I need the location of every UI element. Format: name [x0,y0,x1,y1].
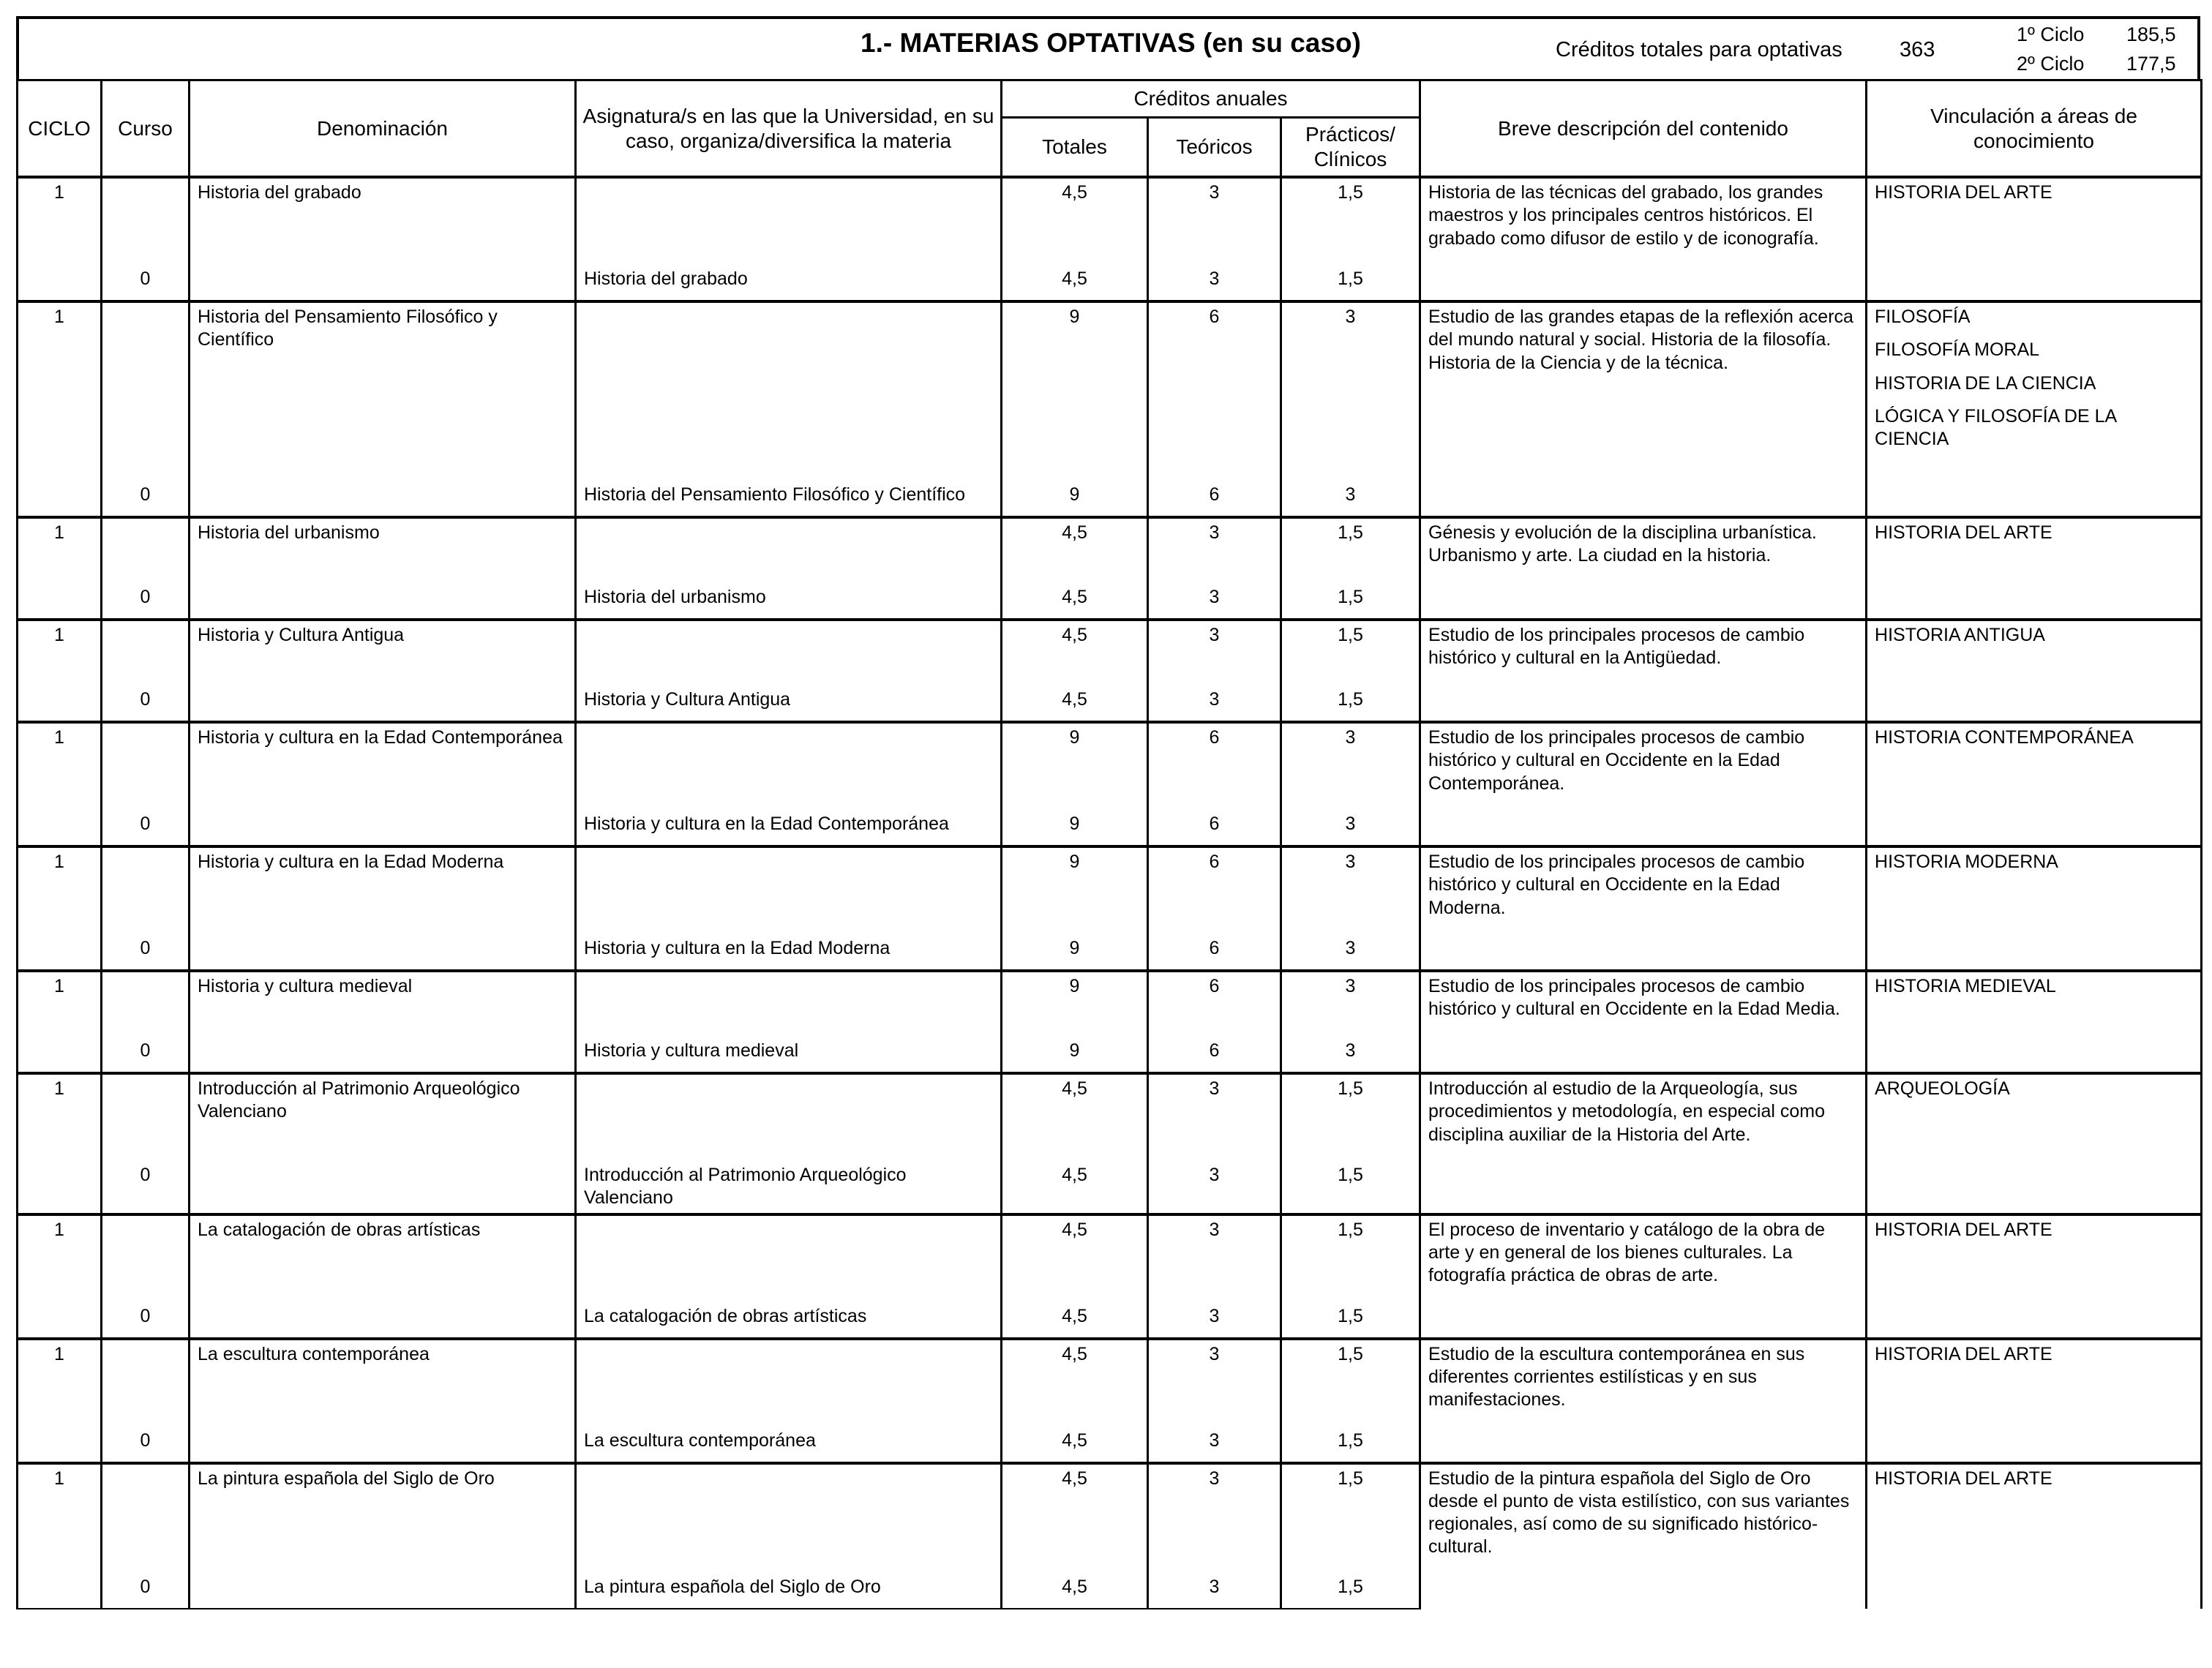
col-teoricos: Teóricos [1148,118,1281,178]
cell-teoricos: 6 [1148,971,1281,1037]
cell-asignatura: La pintura española del Siglo de Oro [576,1573,1002,1609]
creditos-totales-label: Créditos totales para optativas [1556,38,1842,61]
cell-curso-empty [102,177,190,265]
cell-curso-empty [102,971,190,1037]
cell-teoricos-sub: 6 [1148,481,1281,517]
cell-totales: 4,5 [1002,1214,1148,1302]
cell-totales-sub: 4,5 [1002,1427,1148,1463]
area-item: HISTORIA MEDIEVAL [1875,976,2056,996]
cell-curso: 0 [102,481,190,517]
cell-ciclo-empty [18,1037,102,1073]
cell-practicos: 3 [1281,722,1420,810]
cell-practicos: 1,5 [1281,1214,1420,1302]
cell-practicos-sub: 3 [1281,810,1420,846]
cell-ciclo: 1 [18,1073,102,1161]
table-row [18,1073,2202,1161]
cell-curso-empty [102,301,190,481]
cell-practicos-sub: 1,5 [1281,1573,1420,1609]
cell-totales-sub: 4,5 [1002,583,1148,620]
cell-asignatura: Historia del Pensamiento Filosófico y Científico [576,481,1002,517]
cell-ciclo-empty [18,685,102,722]
col-ciclo: CICLO [18,80,102,178]
cell-ciclo-empty [18,481,102,517]
cell-totales: 4,5 [1002,1463,1148,1573]
table-row [18,1339,2202,1427]
cell-ciclo: 1 [18,1214,102,1302]
cell-practicos: 3 [1281,971,1420,1037]
cell-descripcion: Historia de las técnicas del grabado, los grandes maestros y los principales centros históricos. El grabado como difusor de estilo y de iconografía. [1420,177,1867,301]
cell-asignatura-empty [576,846,1002,934]
cell-descripcion: Estudio de los principales procesos de cambio histórico y cultural en la Antigüedad. [1420,620,1867,722]
cell-teoricos: 3 [1148,177,1281,265]
ciclo1-value: 185,5 [2126,23,2176,45]
cell-teoricos-sub: 3 [1148,583,1281,620]
area-item: HISTORIA MODERNA [1875,852,2058,872]
cell-descripcion: Estudio de los principales procesos de cambio histórico y cultural en Occidente en la Edad Moderna. [1420,846,1867,971]
col-creditos-anuales: Créditos anuales [1002,80,1420,118]
cell-teoricos: 3 [1148,517,1281,583]
cell-teoricos: 3 [1148,620,1281,685]
cell-curso: 0 [102,685,190,722]
cell-practicos-sub: 3 [1281,1037,1420,1073]
cell-practicos: 1,5 [1281,1339,1420,1427]
cell-practicos: 1,5 [1281,517,1420,583]
cell-curso: 0 [102,1302,190,1339]
cell-totales: 4,5 [1002,177,1148,265]
cell-asignatura: Historia y Cultura Antigua [576,685,1002,722]
cell-teoricos-sub: 3 [1148,1161,1281,1214]
cell-practicos: 3 [1281,846,1420,934]
cell-areas [1867,1214,2202,1339]
cell-asignatura: Historia y cultura en la Edad Contemporánea [576,810,1002,846]
cell-ciclo-empty [18,1573,102,1609]
cell-teoricos-sub: 3 [1148,685,1281,722]
cell-ciclo-empty [18,934,102,971]
cell-practicos-sub: 1,5 [1281,685,1420,722]
cell-curso: 0 [102,1161,190,1214]
area-item: HISTORIA ANTIGUA [1875,625,2045,645]
area-item: LÓGICA Y FILOSOFÍA DE LA CIENCIA [1875,405,2116,449]
col-descripcion: Breve descripción del contenido [1420,80,1867,178]
cell-ciclo: 1 [18,517,102,583]
cell-teoricos: 3 [1148,1339,1281,1427]
cell-totales-sub: 9 [1002,810,1148,846]
cell-practicos: 1,5 [1281,177,1420,265]
cell-areas [1867,846,2202,971]
cell-ciclo: 1 [18,301,102,481]
cell-denominacion: Historia del urbanismo [190,517,576,583]
cell-practicos-sub: 1,5 [1281,583,1420,620]
cell-ciclo: 1 [18,620,102,685]
area-item: HISTORIA CONTEMPORÁNEA [1875,727,2134,748]
cell-descripcion: Estudio de la escultura contemporánea en sus diferentes corrientes estilísticas y en sus manifestaciones. [1420,1339,1867,1463]
cell-descripcion: El proceso de inventario y catálogo de la obra de arte y en general de los bienes culturales. La fotografía práctica de obras de arte. [1420,1214,1867,1339]
table-row [18,1214,2202,1302]
cell-teoricos-sub: 6 [1148,810,1281,846]
cell-totales: 4,5 [1002,1339,1148,1427]
cell-teoricos: 3 [1148,1463,1281,1573]
area-item: FILOSOFÍA MORAL [1875,339,2040,361]
cell-teoricos-sub: 6 [1148,934,1281,971]
cell-denominacion-empty [190,934,576,971]
cell-asignatura: La escultura contemporánea [576,1427,1002,1463]
cell-curso-empty [102,1214,190,1302]
cell-teoricos: 3 [1148,1214,1281,1302]
area-item: HISTORIA DEL ARTE [1875,1468,2052,1489]
cell-curso: 0 [102,1427,190,1463]
table-row [18,517,2202,583]
cell-asignatura-empty [576,722,1002,810]
cell-areas [1867,722,2202,846]
cell-curso: 0 [102,265,190,301]
cell-asignatura-empty [576,1214,1002,1302]
cell-practicos: 1,5 [1281,620,1420,685]
cell-asignatura-empty [576,1073,1002,1161]
col-practicos: Prácticos/ Clínicos [1281,118,1420,178]
cell-asignatura: Historia del urbanismo [576,583,1002,620]
cell-ciclo: 1 [18,1339,102,1427]
col-denominacion: Denominación [190,80,576,178]
cell-descripcion: Génesis y evolución de la disciplina urbanística. Urbanismo y arte. La ciudad en la historia. [1420,517,1867,620]
cell-totales-sub: 9 [1002,1037,1148,1073]
cell-denominacion-empty [190,265,576,301]
cell-totales-sub: 4,5 [1002,1302,1148,1339]
cell-areas [1867,971,2202,1073]
cell-totales-sub: 4,5 [1002,1573,1148,1609]
cell-denominacion: La catalogación de obras artísticas [190,1214,576,1302]
cell-curso: 0 [102,1037,190,1073]
cell-asignatura: Historia del grabado [576,265,1002,301]
cell-ciclo: 1 [18,846,102,934]
cell-practicos: 3 [1281,301,1420,481]
ciclo1-label: 1º Ciclo [2017,23,2085,45]
cell-denominacion-empty [190,1427,576,1463]
cell-asignatura: Introducción al Patrimonio Arqueológico Valenciano [576,1161,1002,1214]
cell-totales: 9 [1002,301,1148,481]
cell-denominacion: Historia y Cultura Antigua [190,620,576,685]
cell-descripcion: Estudio de las grandes etapas de la reflexión acerca del mundo natural y social. Historia de la filosofía. Historia de la Ciencia y de la técnica. [1420,301,1867,517]
cell-denominacion: Historia del Pensamiento Filosófico y Científico [190,301,576,481]
page-title: 1.- MATERIAS OPTATIVAS (en su caso) [861,28,1361,58]
table-row [18,301,2202,481]
cell-teoricos: 3 [1148,1073,1281,1161]
cell-teoricos-sub: 6 [1148,1037,1281,1073]
cell-practicos-sub: 1,5 [1281,265,1420,301]
cell-curso-empty [102,1073,190,1161]
area-item: HISTORIA DEL ARTE [1875,1343,2052,1364]
cell-curso: 0 [102,810,190,846]
cell-descripcion: Estudio de los principales procesos de cambio histórico y cultural en Occidente en la Edad Contemporánea. [1420,722,1867,846]
cell-denominacion: La escultura contemporánea [190,1339,576,1427]
cell-denominacion: Introducción al Patrimonio Arqueológico Valenciano [190,1073,576,1161]
table-row [18,177,2202,265]
cell-ciclo: 1 [18,722,102,810]
table-row [18,722,2202,810]
cell-curso: 0 [102,934,190,971]
cell-totales-sub: 9 [1002,934,1148,971]
cell-curso-empty [102,517,190,583]
cell-areas [1867,517,2202,620]
cell-totales-sub: 9 [1002,481,1148,517]
col-curso: Curso [102,80,190,178]
cell-asignatura-empty [576,971,1002,1037]
cell-denominacion: Historia del grabado [190,177,576,265]
cell-asignatura-empty [576,177,1002,265]
cell-denominacion: Historia y cultura en la Edad Moderna [190,846,576,934]
cell-descripcion: Introducción al estudio de la Arqueología, sus procedimientos y metodología, en especial como disciplina auxiliar de la Historia del Arte. [1420,1073,1867,1214]
cell-areas [1867,301,2202,517]
cell-practicos-sub: 1,5 [1281,1427,1420,1463]
cell-asignatura: La catalogación de obras artísticas [576,1302,1002,1339]
cell-totales-sub: 4,5 [1002,265,1148,301]
cell-denominacion: La pintura española del Siglo de Oro [190,1463,576,1573]
document-sheet [16,16,2200,1609]
table-row [18,1463,2202,1573]
cell-asignatura-empty [576,620,1002,685]
title-bar [16,16,2200,79]
cell-teoricos-sub: 3 [1148,1427,1281,1463]
ciclo2-label: 2º Ciclo [2017,53,2085,75]
col-asignatura: Asignatura/s en las que la Universidad, en su caso, organiza/diversifica la materia [576,80,1002,178]
cell-ciclo-empty [18,1427,102,1463]
col-vinculacion: Vinculación a áreas de conocimiento [1867,80,2202,178]
cell-curso-empty [102,620,190,685]
area-item: HISTORIA DEL ARTE [1875,1219,2052,1240]
cell-denominacion-empty [190,1037,576,1073]
cell-ciclo: 1 [18,1463,102,1573]
cell-totales: 9 [1002,722,1148,810]
cell-areas [1867,620,2202,722]
cell-teoricos-sub: 3 [1148,1302,1281,1339]
cell-totales-sub: 4,5 [1002,685,1148,722]
cell-ciclo-empty [18,265,102,301]
table-row [18,971,2202,1037]
ciclo2-value: 177,5 [2126,53,2176,75]
cell-denominacion-empty [190,583,576,620]
cell-ciclo-empty [18,583,102,620]
cell-asignatura-empty [576,1463,1002,1573]
cell-teoricos: 6 [1148,846,1281,934]
cell-totales: 4,5 [1002,1073,1148,1161]
cell-ciclo-empty [18,1302,102,1339]
cell-curso: 0 [102,1573,190,1609]
cell-denominacion-empty [190,481,576,517]
cell-totales: 4,5 [1002,517,1148,583]
area-item: HISTORIA DEL ARTE [1875,182,2052,203]
cell-ciclo: 1 [18,971,102,1037]
cell-curso-empty [102,722,190,810]
cell-asignatura-empty [576,1339,1002,1427]
cell-descripcion: Estudio de la pintura española del Siglo de Oro desde el punto de vista estilístico, con sus variantes regionales, así como de su significado histórico-cultural. [1420,1463,1867,1609]
cell-denominacion: Historia y cultura medieval [190,971,576,1037]
table-body [18,177,2202,1609]
cell-denominacion-empty [190,1161,576,1214]
cell-practicos-sub: 1,5 [1281,1302,1420,1339]
cell-teoricos-sub: 3 [1148,1573,1281,1609]
cell-ciclo: 1 [18,177,102,265]
cell-denominacion-empty [190,1302,576,1339]
cell-totales: 9 [1002,971,1148,1037]
table-row [18,846,2202,934]
cell-ciclo-empty [18,810,102,846]
cell-ciclo-empty [18,1161,102,1214]
cell-areas [1867,177,2202,301]
cell-curso: 0 [102,583,190,620]
area-item: FILOSOFÍA [1875,307,1971,327]
cell-areas [1867,1463,2202,1609]
cell-practicos-sub: 1,5 [1281,1161,1420,1214]
cell-practicos-sub: 3 [1281,934,1420,971]
materias-table [16,79,2202,1609]
cell-totales-sub: 4,5 [1002,1161,1148,1214]
cell-totales: 4,5 [1002,620,1148,685]
cell-teoricos-sub: 3 [1148,265,1281,301]
cell-practicos: 1,5 [1281,1463,1420,1573]
area-item: HISTORIA DEL ARTE [1875,522,2052,543]
cell-asignatura-empty [576,517,1002,583]
cell-denominacion: Historia y cultura en la Edad Contemporánea [190,722,576,810]
cell-denominacion-empty [190,810,576,846]
cell-practicos-sub: 3 [1281,481,1420,517]
cell-areas [1867,1073,2202,1214]
col-totales: Totales [1002,118,1148,178]
cell-curso-empty [102,846,190,934]
cell-areas [1867,1339,2202,1463]
area-item: HISTORIA DE LA CIENCIA [1875,372,2096,394]
cell-teoricos: 6 [1148,301,1281,481]
cell-teoricos: 6 [1148,722,1281,810]
cell-asignatura: Historia y cultura en la Edad Moderna [576,934,1002,971]
cell-curso-empty [102,1463,190,1573]
cell-denominacion-empty [190,685,576,722]
cell-curso-empty [102,1339,190,1427]
cell-denominacion-empty [190,1573,576,1609]
cell-totales: 9 [1002,846,1148,934]
cell-asignatura: Historia y cultura medieval [576,1037,1002,1073]
cell-asignatura-empty [576,301,1002,481]
area-item: ARQUEOLOGÍA [1875,1078,2010,1099]
cell-descripcion: Estudio de los principales procesos de cambio histórico y cultural en Occidente en la Edad Media. [1420,971,1867,1073]
creditos-totales-value: 363 [1900,38,1935,61]
table-row [18,620,2202,685]
cell-practicos: 1,5 [1281,1073,1420,1161]
